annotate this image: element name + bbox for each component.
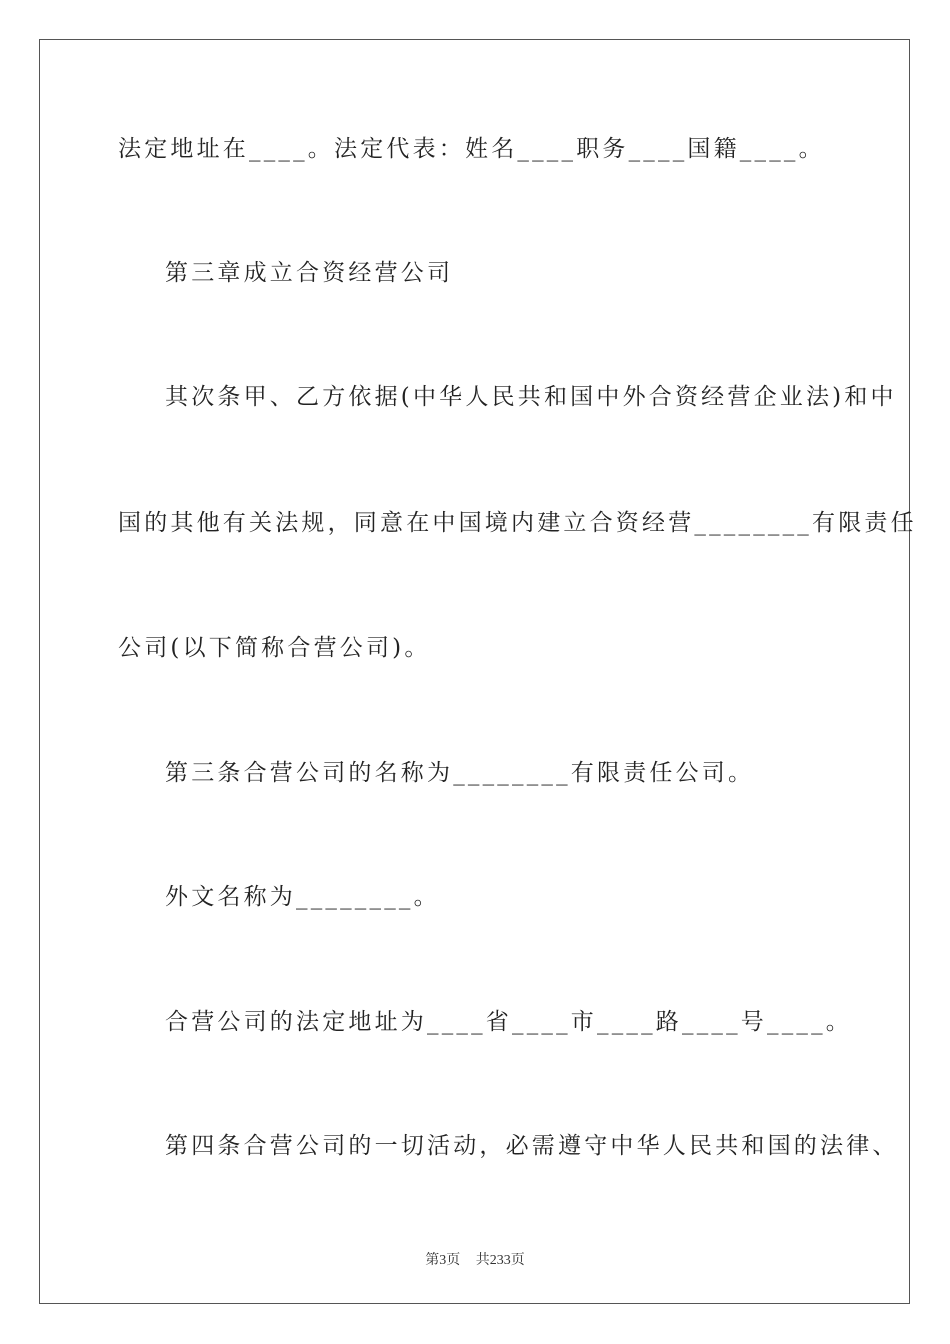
page-total: 共233页 — [475, 1253, 525, 1268]
text-line-1: 法定地址在____。法定代表：姓名____职务____国籍____。 — [118, 136, 825, 162]
text-line-4: 国的其他有关法规，同意在中国境内建立合资经营________有限责任 — [118, 510, 917, 536]
text-line-5: 公司(以下简称合营公司)。 — [118, 635, 431, 661]
text-line-3: 其次条甲、乙方依据(中华人民共和国中外合资经营企业法)和中 — [165, 384, 897, 410]
chapter-heading: 第三章成立合资经营公司 — [165, 260, 454, 286]
page-number: 第3页 — [425, 1253, 461, 1268]
page-footer — [0, 1249, 950, 1269]
text-line-9: 第四条合营公司的一切活动，必需遵守中华人民共和国的法律、 — [165, 1133, 899, 1159]
text-line-6: 第三条合营公司的名称为________有限责任公司。 — [165, 760, 755, 786]
page-border — [39, 39, 910, 1304]
text-line-8: 合营公司的法定地址为____省____市____路____号____。 — [165, 1009, 852, 1035]
text-line-7: 外文名称为________。 — [165, 884, 440, 910]
